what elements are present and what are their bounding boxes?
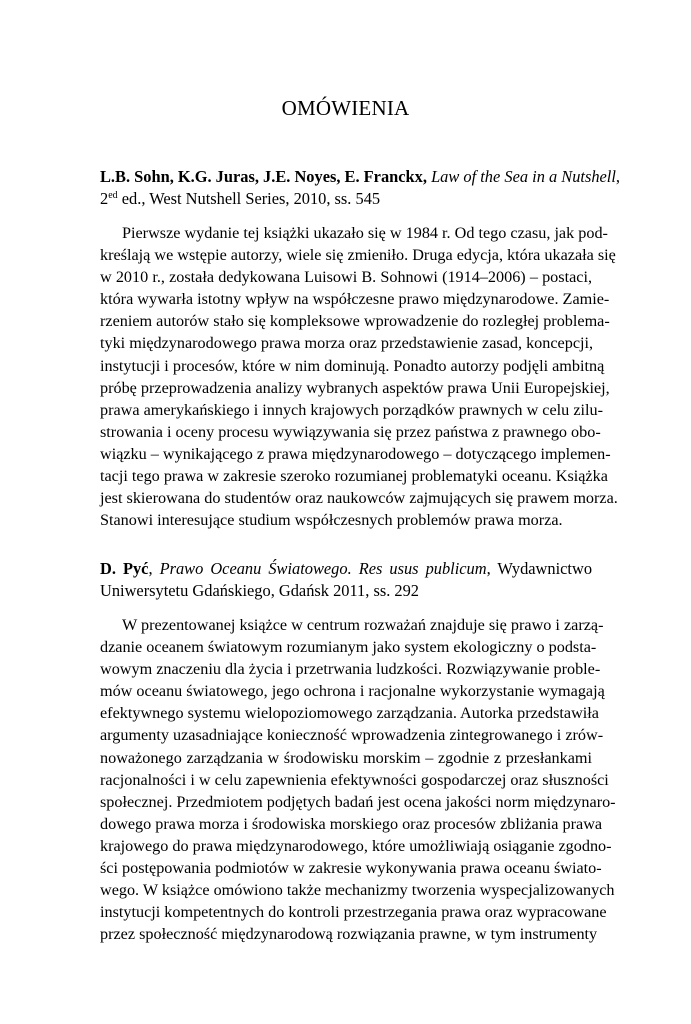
review-2-body-line: argumenty uzasadniające konieczność wprowadzenia zintegrowanego i zrów- bbox=[100, 726, 604, 745]
review-1-body-line: próbę przeprowadzenia analizy wybranych aspektów prawa Unii Europejskiej, bbox=[100, 378, 610, 397]
review-1-body-line: strowania i oceny procesu wywiązywania się przez państwa z prawnego obo- bbox=[100, 422, 601, 441]
review-2-publisher-part-1: , Wydawnictwo bbox=[486, 559, 593, 578]
review-2-body-line: społecznej. Przedmiotem podjętych badań jest ocena jakości norm międzynaro- bbox=[100, 792, 616, 811]
review-1-body-line: tyki międzynarodowego prawa morza oraz przedstawienie zasad, koncepcji, bbox=[100, 334, 594, 353]
review-1-body-line: kreślają we wstępie autorzy, wiele się zmieniło. Druga edycja, która ukazała się bbox=[100, 246, 616, 265]
review-1-citation-line-2 bbox=[100, 188, 592, 210]
review-2-body bbox=[100, 614, 616, 945]
review-2-author: D. Pyć bbox=[100, 559, 149, 578]
review-1-comma: , bbox=[615, 167, 621, 186]
review-2-publisher-part-2: Uniwersytetu Gdańskiego, Gdańsk 2011, ss. 292 bbox=[100, 581, 419, 600]
review-2-body-line: noważonego zarządzania w środowisku morskim – zgodnie z przesłankami bbox=[100, 748, 592, 767]
review-2-body-line: dzanie oceanem światowym rozumianym jako system ekologiczny o podsta- bbox=[100, 638, 597, 657]
review-1-body-line: która wywarła istotny wpływ na współczesne prawo międzynarodowe. Zamie- bbox=[100, 290, 610, 309]
review-2-body-line: wego. W książce omówiono także mechanizmy tworzenia wyspecjalizowanych bbox=[100, 881, 615, 900]
review-1-body-line: rzeniem autorów stało się kompleksowe wprowadzenie do rozległej problema- bbox=[100, 312, 610, 331]
review-1-edition-number: 2 bbox=[100, 189, 109, 208]
review-2-body-line: krajowego do prawa międzynarodowego, które umożliwiają osiąganie zgodno- bbox=[100, 836, 612, 855]
review-2-citation bbox=[100, 558, 592, 602]
review-2-body-line: dowego prawa morza i środowiska morskiego oraz procesów zbliżania prawa bbox=[100, 814, 603, 833]
review-1-body-line: jest skierowana do studentów oraz naukowców zajmujących się prawem morza. bbox=[100, 489, 618, 508]
review-2-book-title: Prawo Oceanu Światowego. Res usus publicum bbox=[159, 559, 487, 578]
review-1-citation bbox=[100, 166, 621, 210]
review-2-body-line: instytucji kompetentnych do kontroli przestrzegania prawa oraz wypracowane bbox=[100, 903, 607, 922]
review-1-citation-line-1 bbox=[100, 166, 621, 188]
review-2-body-line: wowym znaczeniu dla życia i przetrwania ludzkości. Rozwiązywanie proble- bbox=[100, 660, 601, 679]
review-1-body-line: Pierwsze wydanie tej książki ukazało się w 1984 r. Od tego czasu, jak pod- bbox=[122, 224, 608, 242]
review-2-body-line: mów oceanu światowego, jego ochrona i racjonalne wykorzystanie wymagają bbox=[100, 682, 605, 701]
review-1-body-line: wiązku – wynikającego z prawa międzynarodowego – dotyczącego implemen- bbox=[100, 444, 611, 463]
review-2-body-line: efektywnego systemu wielopoziomowego zarządzania. Autorka przedstawiła bbox=[100, 704, 599, 723]
review-1-publication-details: ed., West Nutshell Series, 2010, ss. 545 bbox=[117, 189, 381, 208]
review-1-body-line: w 2010 r., została dedykowana Luisowi B. Sohnowi (1914–2006) – postaci, bbox=[100, 268, 592, 287]
review-1-body-line: instytucji i procesów, które w nim dominują. Ponadto autorzy podjęli ambitną bbox=[100, 356, 605, 375]
review-2-body-line: racjonalności i w celu zapewnienia efektywności gospodarczej oraz słuszności bbox=[100, 770, 609, 789]
review-1-body-line: prawa amerykańskiego i innych krajowych porządków prawnych w celu zilu- bbox=[100, 400, 603, 419]
review-1-body-line: Stanowi interesujące studium współczesnych problemów prawa morza. bbox=[100, 511, 563, 530]
review-1-authors: L.B. Sohn, K.G. Juras, J.E. Noyes, E. Franckx, bbox=[100, 167, 427, 186]
review-1-edition-superscript: ed bbox=[108, 190, 118, 201]
page-title: OMÓWIENIA bbox=[281, 96, 410, 120]
review-2-body-line: ści postępowania podmiotów w zakresie wykonywania prawa oceanu świato- bbox=[100, 859, 602, 878]
review-1-body bbox=[100, 222, 618, 531]
review-2-body-line: W prezentowanej książce w centrum rozważań znajduje się prawo i zarzą- bbox=[122, 616, 604, 634]
review-1-body-line: tacji tego prawa w zakresie szeroko rozumianej problematyki oceanu. Książka bbox=[100, 467, 608, 486]
review-2-separator: , bbox=[148, 559, 160, 578]
review-2-citation-line-1 bbox=[100, 558, 592, 580]
review-1-book-title: Law of the Sea in a Nutshell bbox=[431, 167, 616, 186]
review-2-body-line: przez społeczność międzynarodową rozwiązania prawne, w tym instrumenty bbox=[100, 925, 598, 944]
